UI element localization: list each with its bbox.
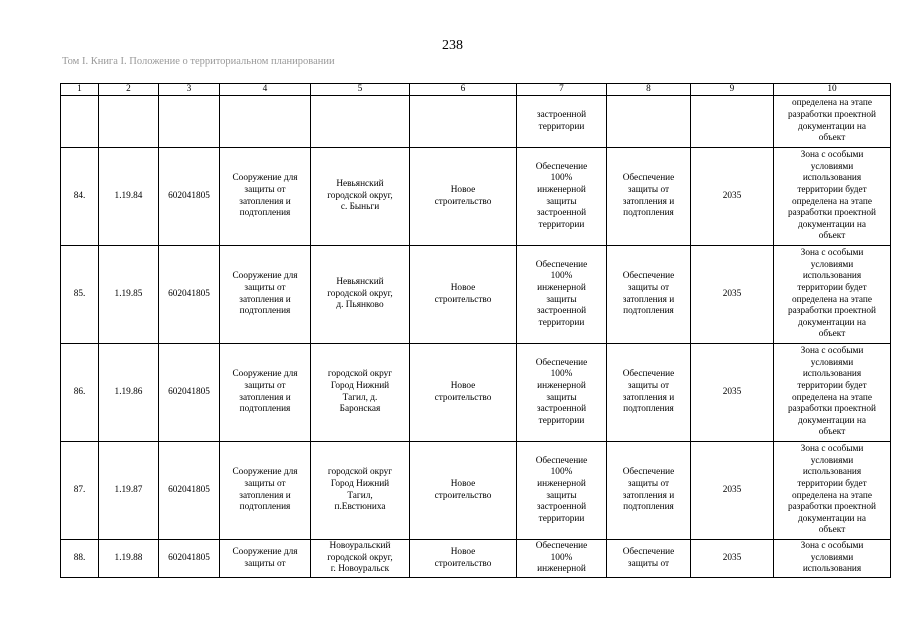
cell-line: объект xyxy=(818,525,846,536)
cell-line: инженерной xyxy=(537,380,586,391)
table-row xyxy=(61,246,891,344)
zone-cell xyxy=(774,148,891,246)
cell-line: объект xyxy=(818,133,846,144)
cell-line: подтопления xyxy=(239,404,291,415)
cell-line: Тагил, д. xyxy=(342,392,378,403)
cell-line: защиты xyxy=(546,294,577,305)
cell-line: условиями xyxy=(810,552,854,563)
cell-line: Обеспечение xyxy=(535,259,588,270)
cell-line: определена на этапе xyxy=(791,196,873,207)
column-number: 9 xyxy=(691,84,774,96)
running-header: Том I. Книга I. Положение о территориальном планировании xyxy=(62,56,335,67)
cell-line: подтопления xyxy=(623,502,674,513)
continuation-row xyxy=(61,96,891,148)
year-cell xyxy=(691,344,774,442)
cell-line: 100% xyxy=(550,173,573,184)
cell-line: Зона с особыми xyxy=(800,150,864,161)
table-cell xyxy=(410,96,517,148)
cell-line: 100% xyxy=(550,552,573,563)
status-cell xyxy=(410,540,517,578)
cell-line: Обеспечение xyxy=(622,271,675,282)
column-number: 3 xyxy=(159,84,220,96)
status-cell xyxy=(410,442,517,540)
object-name-cell xyxy=(220,540,311,578)
column-number: 7 xyxy=(517,84,607,96)
type-code-cell xyxy=(159,540,220,578)
cell-line: 86. xyxy=(73,386,86,397)
cell-line: Обеспечение xyxy=(622,369,675,380)
code-cell xyxy=(99,148,159,246)
cell-line: Зона с особыми xyxy=(800,346,864,357)
table-cell xyxy=(607,96,691,148)
cell-line: затопления и xyxy=(239,490,291,501)
cell-line: 602041805 xyxy=(168,552,210,563)
cell-line: Тагил, xyxy=(347,490,373,501)
cell-line: использования xyxy=(802,467,862,478)
location-cell xyxy=(311,540,410,578)
table-row xyxy=(61,344,891,442)
cell-line: территории будет xyxy=(797,380,867,391)
cell-line: 85. xyxy=(73,288,86,299)
cell-line: определена на этапе xyxy=(791,392,873,403)
cell-line: с. Быньги xyxy=(340,202,380,213)
cell-line: защиты от xyxy=(627,282,670,293)
cell-line: документации на xyxy=(798,121,866,132)
zone-cell xyxy=(774,246,891,344)
cell-line: 602041805 xyxy=(168,484,210,495)
cell-line: условиями xyxy=(810,357,854,368)
code-cell xyxy=(99,540,159,578)
cell-line: территории xyxy=(538,219,585,230)
cell-line: Новое xyxy=(450,546,476,557)
cell-line: использования xyxy=(802,564,862,575)
cell-line: 1.19.84 xyxy=(114,190,143,201)
column-number: 6 xyxy=(410,84,517,96)
object-name-cell xyxy=(220,246,311,344)
cell-line: территории xyxy=(538,121,585,132)
page-number: 238 xyxy=(442,38,463,53)
cell-line: Новое xyxy=(450,282,476,293)
cell-line: защиты от xyxy=(244,558,286,569)
table-cell xyxy=(61,96,99,148)
cell-line: 1.19.88 xyxy=(114,552,143,563)
characteristics-cell xyxy=(607,344,691,442)
cell-line: Сооружение для xyxy=(232,546,298,557)
cell-line: 100% xyxy=(550,369,573,380)
cell-line: территории xyxy=(538,317,585,328)
zone-cell xyxy=(774,96,891,148)
column-number: 5 xyxy=(311,84,410,96)
cell-line: подтопления xyxy=(239,208,291,219)
cell-line: 2035 xyxy=(722,386,742,397)
characteristics-cell xyxy=(607,442,691,540)
table-row xyxy=(61,148,891,246)
cell-line: защиты от xyxy=(627,380,670,391)
cell-line: использования xyxy=(802,369,862,380)
cell-line: г. Новоуральск xyxy=(330,564,390,575)
cell-line: Зона с особыми xyxy=(800,248,864,259)
cell-line: территории xyxy=(538,513,585,524)
cell-line: использования xyxy=(802,173,862,184)
cell-line: защиты от xyxy=(627,558,670,569)
cell-line: разработки проектной xyxy=(788,306,876,317)
characteristics-cell xyxy=(607,148,691,246)
cell-line: условиями xyxy=(810,259,854,270)
table-row xyxy=(61,442,891,540)
cell-line: Обеспечение xyxy=(622,546,675,557)
year-cell xyxy=(691,442,774,540)
cell-line: документации на xyxy=(798,317,866,328)
cell-line: документации на xyxy=(798,513,866,524)
object-name-cell xyxy=(220,148,311,246)
cell-line: объект xyxy=(818,231,846,242)
purpose-cell xyxy=(517,540,607,578)
cell-line: строительство xyxy=(434,490,492,501)
cell-line: защиты от xyxy=(244,380,286,391)
cell-line: инженерной xyxy=(537,478,586,489)
cell-line: подтопления xyxy=(623,306,674,317)
cell-line: д. Пьянково xyxy=(336,300,384,311)
cell-line: Город Нижний xyxy=(330,478,390,489)
cell-line: защиты xyxy=(546,196,577,207)
cell-line: Зона с особыми xyxy=(800,444,864,455)
cell-line: определена на этапе xyxy=(791,294,873,305)
purpose-cell xyxy=(517,442,607,540)
row-number-cell xyxy=(61,246,99,344)
cell-line: 2035 xyxy=(722,484,742,495)
cell-line: застроенной xyxy=(536,404,587,415)
cell-line: Обеспечение xyxy=(535,161,588,172)
cell-line: определена на этапе xyxy=(791,490,873,501)
cell-line: инженерной xyxy=(537,184,586,195)
cell-line: объект xyxy=(818,427,846,438)
table-row xyxy=(61,540,891,578)
cell-line: затопления и xyxy=(239,294,291,305)
cell-line: Невьянский xyxy=(336,179,384,190)
cell-line: Обеспечение xyxy=(535,357,588,368)
cell-line: защиты от xyxy=(244,478,286,489)
cell-line: затопления и xyxy=(239,196,291,207)
zone-cell xyxy=(774,442,891,540)
cell-line: строительство xyxy=(434,558,492,569)
year-cell xyxy=(691,540,774,578)
cell-line: Обеспечение xyxy=(622,467,675,478)
cell-line: городской округ, xyxy=(327,190,393,201)
table-cell xyxy=(220,96,311,148)
cell-line: 2035 xyxy=(722,288,742,299)
cell-line: 602041805 xyxy=(168,190,210,201)
cell-line: Сооружение для xyxy=(232,271,298,282)
cell-line: 84. xyxy=(73,190,86,201)
row-number-cell xyxy=(61,148,99,246)
status-cell xyxy=(410,344,517,442)
cell-line: подтопления xyxy=(239,306,291,317)
cell-line: 100% xyxy=(550,271,573,282)
cell-line: строительство xyxy=(434,392,492,403)
zone-cell xyxy=(774,344,891,442)
cell-line: Баронская xyxy=(339,404,381,415)
cell-line: защиты xyxy=(546,392,577,403)
cell-line: защиты от xyxy=(627,478,670,489)
cell-line: Сооружение для xyxy=(232,369,298,380)
cell-line: строительство xyxy=(434,294,492,305)
column-number: 2 xyxy=(99,84,159,96)
cell-line: подтопления xyxy=(623,208,674,219)
cell-line: городской округ xyxy=(327,467,393,478)
cell-line: 602041805 xyxy=(168,386,210,397)
cell-line: территории будет xyxy=(797,478,867,489)
cell-line: объект xyxy=(818,329,846,340)
cell-line: защиты xyxy=(546,490,577,501)
type-code-cell xyxy=(159,344,220,442)
cell-line: 100% xyxy=(550,467,573,478)
cell-line: затопления и xyxy=(239,392,291,403)
cell-line: подтопления xyxy=(239,502,291,513)
location-cell xyxy=(311,148,410,246)
type-code-cell xyxy=(159,246,220,344)
cell-line: 87. xyxy=(73,484,86,495)
row-number-cell xyxy=(61,540,99,578)
cell-line: затопления и xyxy=(622,490,675,501)
column-number: 1 xyxy=(61,84,99,96)
cell-line: Обеспечение xyxy=(535,455,588,466)
cell-line: разработки проектной xyxy=(788,208,876,219)
cell-line: документации на xyxy=(798,415,866,426)
cell-line: разработки проектной xyxy=(788,502,876,513)
table-cell xyxy=(159,96,220,148)
cell-line: защиты от xyxy=(244,184,286,195)
cell-line: использования xyxy=(802,271,862,282)
purpose-cell xyxy=(517,148,607,246)
cell-line: Зона с особыми xyxy=(800,541,864,552)
cell-line: 2035 xyxy=(722,190,742,201)
cell-line: Обеспечение xyxy=(535,541,588,552)
type-code-cell xyxy=(159,442,220,540)
status-cell xyxy=(410,148,517,246)
code-cell xyxy=(99,442,159,540)
column-number: 4 xyxy=(220,84,311,96)
cell-line: территории будет xyxy=(797,282,867,293)
cell-line: Обеспечение xyxy=(622,173,675,184)
objects-table xyxy=(60,83,891,578)
cell-line: городской округ xyxy=(327,369,393,380)
cell-line: затопления и xyxy=(622,392,675,403)
cell-line: инженерной xyxy=(537,282,586,293)
year-cell xyxy=(691,246,774,344)
code-cell xyxy=(99,246,159,344)
cell-line: Сооружение для xyxy=(232,467,298,478)
zone-cell xyxy=(774,540,891,578)
cell-line: застроенной xyxy=(536,109,587,120)
cell-line: Город Нижний xyxy=(330,380,390,391)
object-name-cell xyxy=(220,344,311,442)
table-cell xyxy=(691,96,774,148)
cell-line: определена на этапе xyxy=(791,98,873,109)
purpose-cell xyxy=(517,344,607,442)
column-number: 8 xyxy=(607,84,691,96)
table-cell xyxy=(311,96,410,148)
column-number: 10 xyxy=(774,84,891,96)
location-cell xyxy=(311,442,410,540)
status-cell xyxy=(410,246,517,344)
cell-line: 1.19.87 xyxy=(114,484,143,495)
cell-line: строительство xyxy=(434,196,492,207)
characteristics-cell xyxy=(607,246,691,344)
location-cell xyxy=(311,344,410,442)
cell-line: разработки проектной xyxy=(788,109,876,120)
cell-line: городской округ, xyxy=(327,552,393,563)
cell-line: 1.19.85 xyxy=(114,288,143,299)
object-name-cell xyxy=(220,442,311,540)
purpose-cell xyxy=(517,96,607,148)
cell-line: затопления и xyxy=(622,294,675,305)
cell-line: условиями xyxy=(810,161,854,172)
cell-line: застроенной xyxy=(536,502,587,513)
cell-line: застроенной xyxy=(536,306,587,317)
row-number-cell xyxy=(61,344,99,442)
cell-line: Сооружение для xyxy=(232,173,298,184)
cell-line: Новоуральский xyxy=(329,541,391,552)
column-number-row xyxy=(61,84,891,96)
row-number-cell xyxy=(61,442,99,540)
cell-line: п.Евстюниха xyxy=(334,502,386,513)
year-cell xyxy=(691,148,774,246)
cell-line: условиями xyxy=(810,455,854,466)
cell-line: застроенной xyxy=(536,208,587,219)
cell-line: затопления и xyxy=(622,196,675,207)
cell-line: подтопления xyxy=(623,404,674,415)
cell-line: городской округ, xyxy=(327,288,393,299)
type-code-cell xyxy=(159,148,220,246)
cell-line: 88. xyxy=(73,552,86,563)
cell-line: документации на xyxy=(798,219,866,230)
cell-line: Новое xyxy=(450,380,476,391)
cell-line: территории будет xyxy=(797,184,867,195)
cell-line: 1.19.86 xyxy=(114,386,143,397)
cell-line: защиты от xyxy=(244,282,286,293)
cell-line: территории xyxy=(538,415,585,426)
purpose-cell xyxy=(517,246,607,344)
table-cell xyxy=(99,96,159,148)
cell-line: Новое xyxy=(450,184,476,195)
cell-line: 602041805 xyxy=(168,288,210,299)
cell-line: 2035 xyxy=(722,552,742,563)
cell-line: Новое xyxy=(450,478,476,489)
location-cell xyxy=(311,246,410,344)
cell-line: разработки проектной xyxy=(788,404,876,415)
characteristics-cell xyxy=(607,540,691,578)
cell-line: Невьянский xyxy=(336,277,384,288)
code-cell xyxy=(99,344,159,442)
cell-line: защиты от xyxy=(627,184,670,195)
cell-line: инженерной xyxy=(537,564,586,575)
